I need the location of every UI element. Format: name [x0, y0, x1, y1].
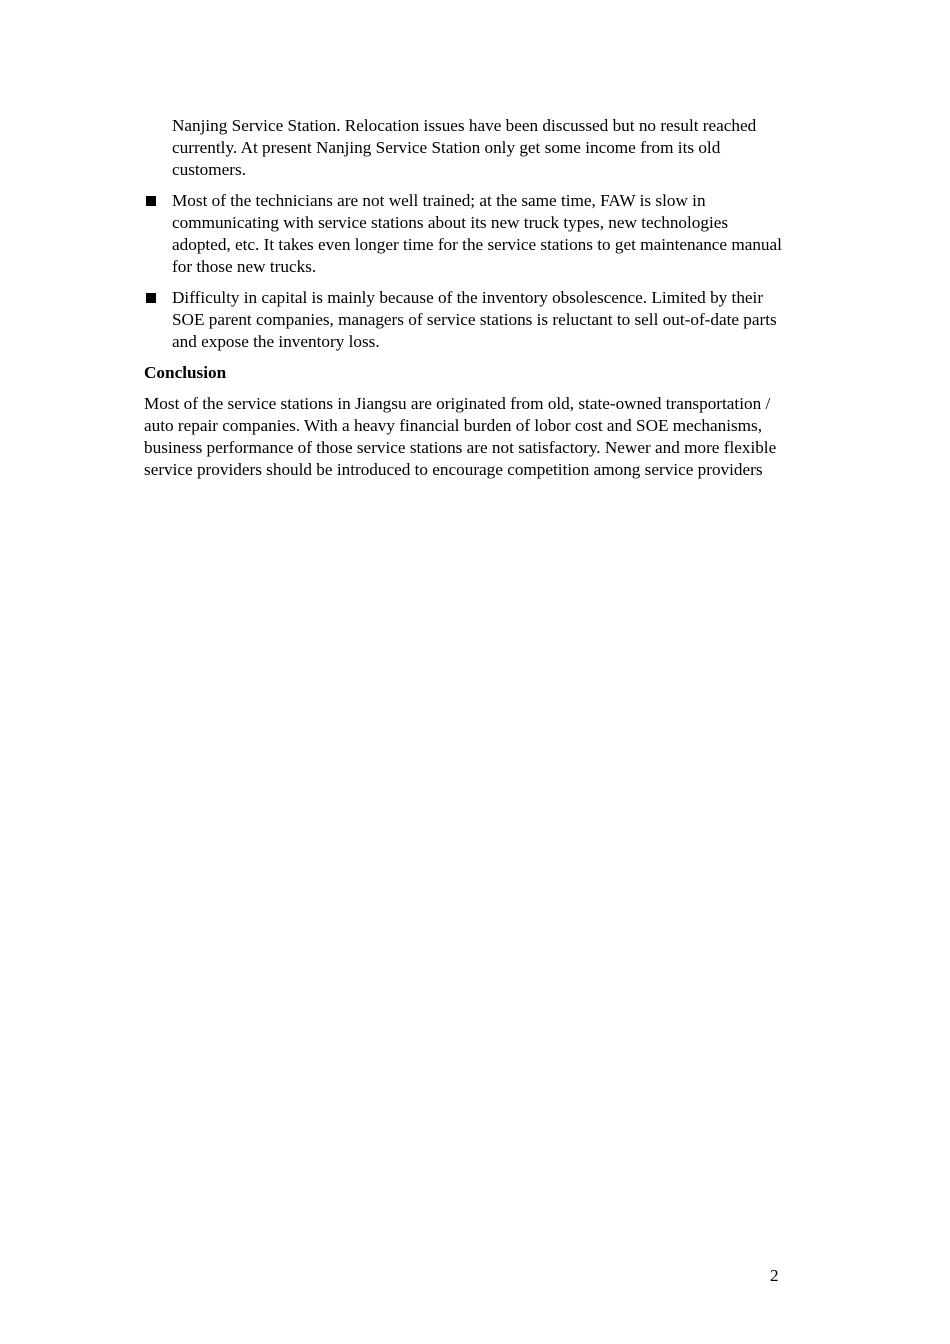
bullet-item [144, 287, 784, 353]
bullet-list [144, 190, 784, 353]
filled-square-bullet-icon [146, 196, 156, 206]
page-number: 2 [770, 1266, 779, 1285]
filled-square-bullet-icon [146, 293, 156, 303]
bullet-item [144, 190, 784, 278]
bullet-text: Difficulty in capital is mainly because of the inventory obsolescence. Limited by their SOE parent companies, managers of service stations is reluctant to sell out-of-date parts and expose the inventory loss. [172, 288, 777, 351]
conclusion-heading: Conclusion [144, 363, 227, 382]
conclusion-paragraph: Most of the service stations in Jiangsu are originated from old, state-owned transportation / auto repair companies. With a heavy financial burden of lobor cost and SOE mechanisms, business performance of those service stations are not satisfactory. Newer and more flexible service providers should be introduced to encourage competition among service providers [144, 394, 777, 479]
continuation-paragraph: Nanjing Service Station. Relocation issues have been discussed but no result reached currently. At present Nanjing Service Station only get some income from its old customers. [172, 116, 757, 179]
page-body [144, 115, 784, 481]
bullet-text: Most of the technicians are not well trained; at the same time, FAW is slow in communicating with service stations about its new truck types, new technologies adopted, etc. It takes even longer time for the service stations to get maintenance manual for those new trucks. [172, 191, 782, 276]
